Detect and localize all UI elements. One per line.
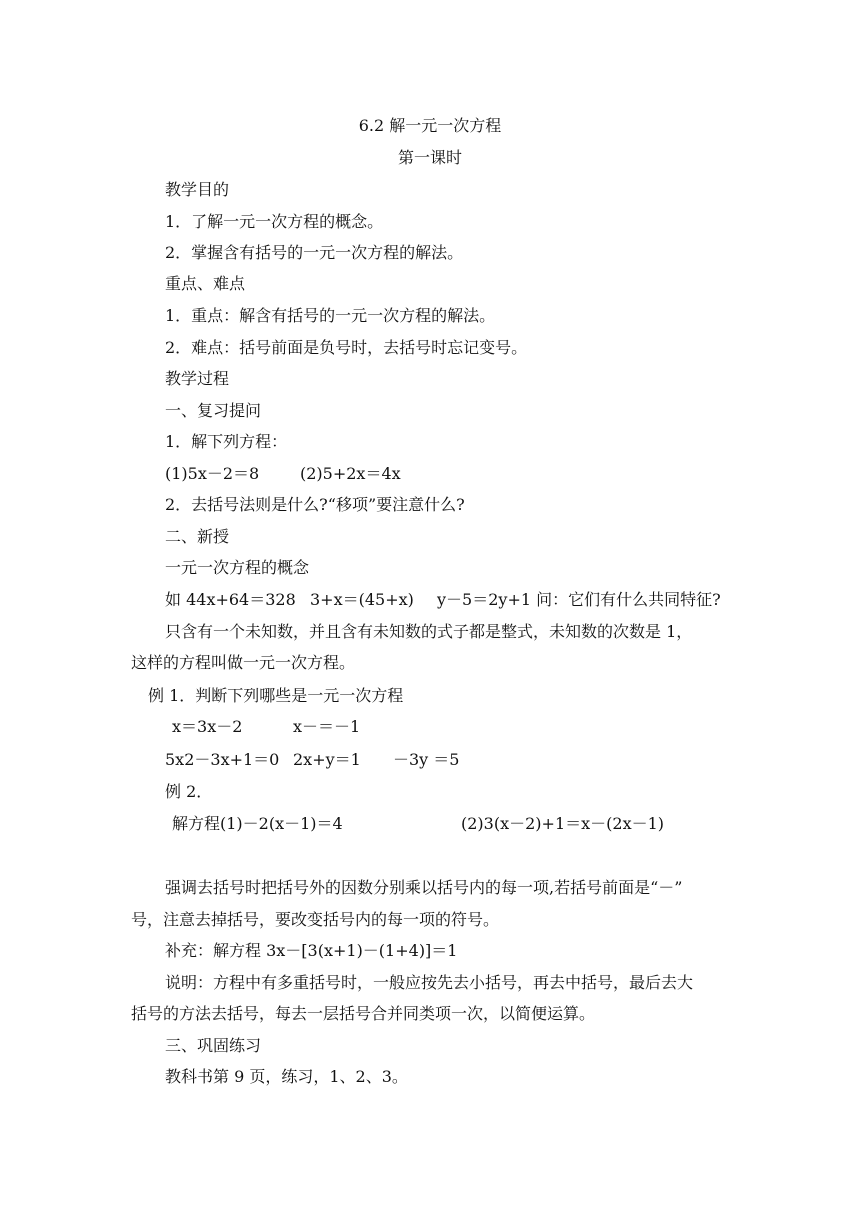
example-2-equation: (2)3(x－2)+1＝x－(2x－1) <box>461 814 665 833</box>
review-equation: (2)5+2x＝4x <box>300 464 401 483</box>
key-points-heading: 重点、难点 <box>165 274 246 293</box>
example-equation: 3+x＝(45+x) <box>310 590 414 609</box>
objectives-heading: 教学目的 <box>165 180 230 199</box>
key-point-item: 2．难点：括号前面是负号时，去括号时忘记变号。 <box>165 338 528 357</box>
note-line: 括号的方法去括号，每去一层括号合并同类项一次，以简便运算。 <box>131 1004 596 1023</box>
review-heading: 一、复习提问 <box>165 401 262 420</box>
review-question-1: 1．解下列方程： <box>165 432 288 451</box>
example-1-row-2 <box>165 750 565 770</box>
example-equations-row <box>165 590 765 610</box>
example-1-heading: 例 1．判断下列哪些是一元一次方程 <box>148 686 404 705</box>
emphasis-line: 号，注意去掉括号，要改变括号内的每一项的符号。 <box>131 910 500 929</box>
practice-text: 教科书第 9 页，练习，1、2、3。 <box>165 1067 408 1086</box>
definition-line: 只含有一个未知数，并且含有未知数的式子都是整式，未知数的次数是 1， <box>165 622 693 641</box>
practice-heading: 三、巩固练习 <box>165 1036 262 1055</box>
example-1-row-1 <box>165 717 565 737</box>
example-2-row <box>165 814 725 834</box>
example-1-item: 2x+y＝1 <box>293 750 361 769</box>
review-equation: (1)5x－2＝8 <box>165 464 260 483</box>
key-point-item: 1．重点：解含有括号的一元一次方程的解法。 <box>165 306 496 325</box>
review-equations-row <box>165 464 765 484</box>
objective-item: 1．了解一元一次方程的概念。 <box>165 212 384 231</box>
process-heading: 教学过程 <box>165 369 230 388</box>
example-equation: 如 44x+64＝328 <box>165 590 296 609</box>
objective-item: 2．掌握含有括号的一元一次方程的解法。 <box>165 243 464 262</box>
new-lesson-heading: 二、新授 <box>165 527 230 546</box>
document-title: 6.2 解一元一次方程 <box>358 116 502 135</box>
concept-heading: 一元一次方程的概念 <box>165 558 310 577</box>
example-question: y－5＝2y+1 问：它们有什么共同特征? <box>437 590 721 609</box>
emphasis-line: 强调去括号时把括号外的因数分别乘以括号内的每一项,若括号前面是“－” <box>165 878 683 897</box>
note-line: 说明：方程中有多重括号时，一般应按先去小括号，再去中括号，最后去大 <box>165 973 694 992</box>
example-1-item: x－＝－1 <box>293 717 361 736</box>
example-1-item: x＝3x－2 <box>172 717 243 736</box>
example-1-item: 5x2－3x+1＝0 <box>165 750 280 769</box>
supplement-line: 补充：解方程 3x－[3(x+1)－(1+4)]＝1 <box>165 941 458 960</box>
example-2-heading: 例 2． <box>165 782 213 801</box>
example-1-item: －3y ＝5 <box>393 750 460 769</box>
example-2-equation: 解方程(1)－2(x－1)＝4 <box>172 814 343 833</box>
document-subtitle: 第一课时 <box>397 148 462 167</box>
review-question-2: 2．去括号法则是什么?“移项”要注意什么? <box>165 495 465 514</box>
definition-line: 这样的方程叫做一元一次方程。 <box>131 653 356 672</box>
